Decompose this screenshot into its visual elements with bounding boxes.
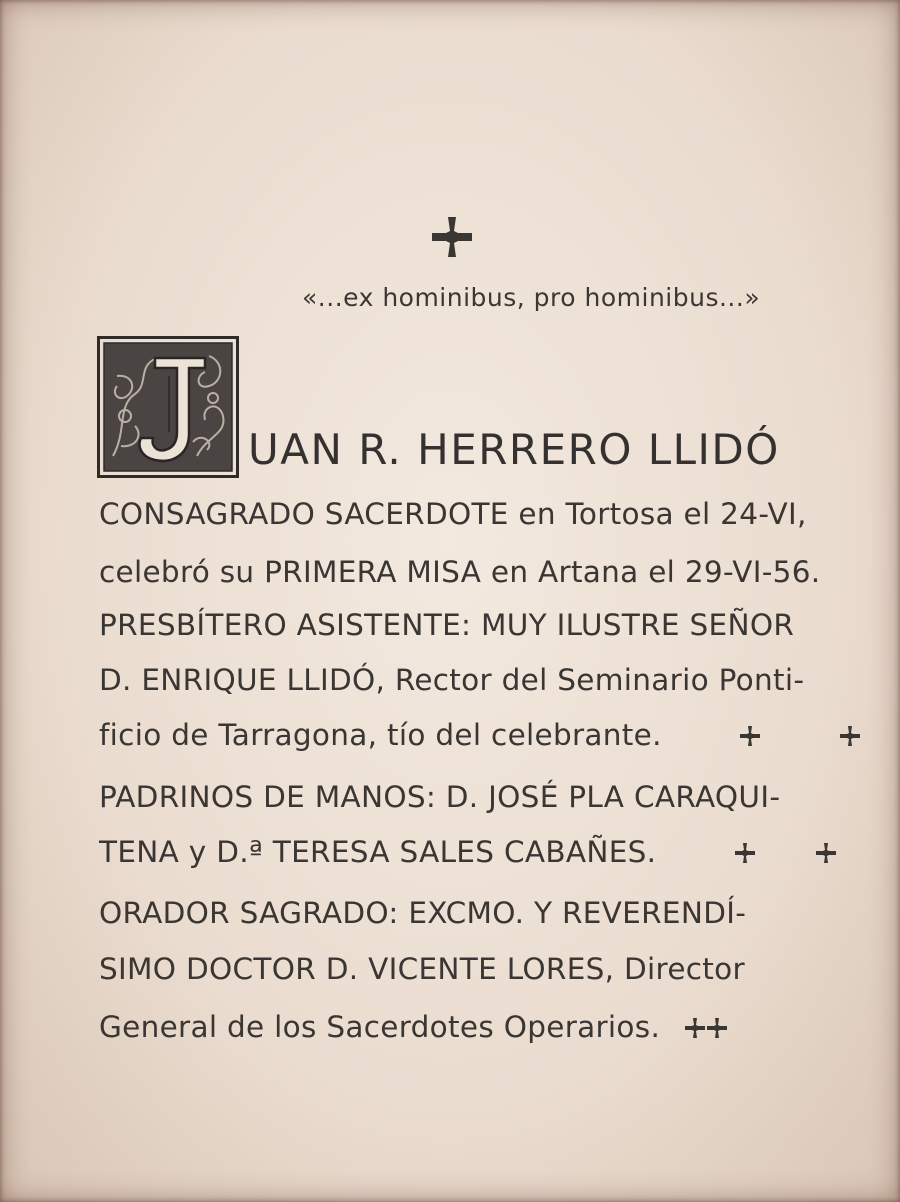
text-line-5: ficio de Tarragona, tío del celebrante.	[99, 718, 662, 752]
text-line-3: PRESBÍTERO ASISTENTE: MUY ILUSTRE SEÑOR	[99, 608, 795, 642]
decorated-initial-j	[97, 336, 239, 478]
text-line-7: TENA y D.ª TERESA SALES CABAÑES.	[99, 835, 657, 869]
text-line-10: General de los Sacerdotes Operarios.	[99, 1010, 661, 1044]
cross-pattee-icon	[706, 1017, 728, 1039]
text-line-9: SIMO DOCTOR D. VICENTE LORES, Director	[99, 952, 745, 986]
cross-pattee-icon	[430, 215, 474, 259]
cross-pattee-icon	[684, 1017, 706, 1039]
text-line-7-wrap	[99, 835, 837, 869]
text-line-4: D. ENRIQUE LLIDÓ, Rector del Seminario Ponti-	[99, 663, 805, 697]
text-line-5-wrap	[99, 718, 861, 752]
priest-name: UAN R. HERRERO LLIDÓ	[248, 425, 780, 474]
text-line-6: PADRINOS DE MANOS: D. JOSÉ PLA CARAQUI-	[99, 780, 781, 814]
text-line-10-wrap	[99, 1010, 728, 1044]
text-line-8: ORADOR SAGRADO: EXCMO. Y REVERENDÍ-	[99, 896, 747, 930]
text-line-1: CONSAGRADO SACERDOTE en Tortosa el 24-VI,	[99, 497, 807, 531]
text-line-2: celebró su PRIMERA MISA en Artana el 29-VI-56.	[99, 555, 821, 589]
cross-pattee-icon	[734, 842, 756, 864]
latin-quote: «...ex hominibus, pro hominibus...»	[302, 283, 761, 312]
cross-pattee-icon	[739, 725, 761, 747]
cross-pattee-icon	[839, 725, 861, 747]
cross-pattee-icon	[815, 842, 837, 864]
